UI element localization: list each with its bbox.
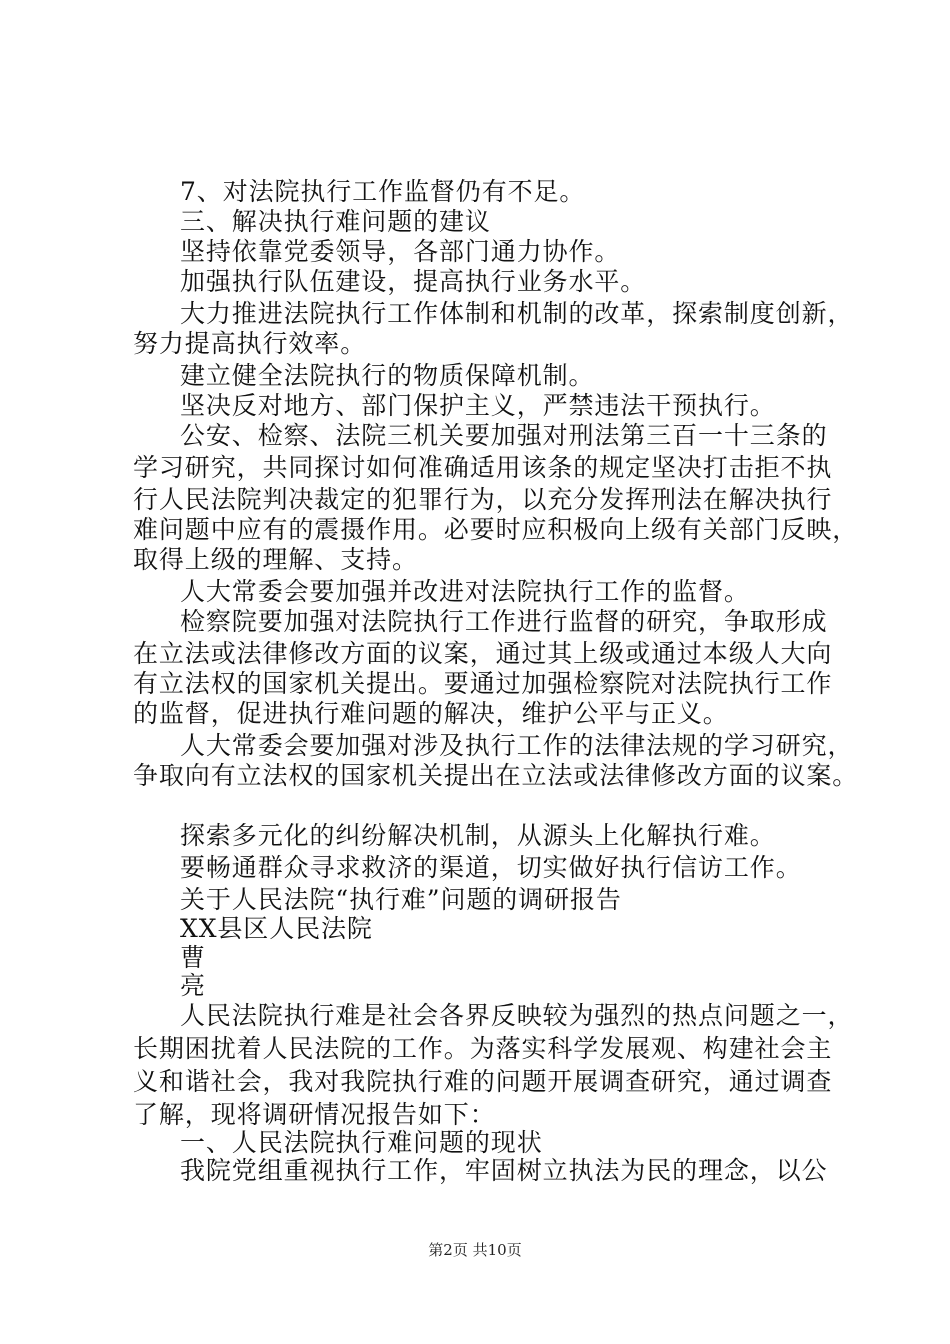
text-line: 建立健全法院执行的物质保障机制。 (180, 361, 595, 390)
text-line: 坚决反对地方、部门保护主义，严禁违法干预执行。 (180, 391, 776, 420)
text-line: 难问题中应有的震摄作用。必要时应积极向上级有关部门反映， (133, 515, 859, 544)
text-line: 有立法权的国家机关提出。要通过加强检察院对法院执行工作 (133, 669, 833, 698)
text-line: 加强执行队伍建设，提高执行业务水平。 (180, 267, 647, 296)
text-line: 人大常委会要加强对涉及执行工作的法律法规的学习研究， (180, 731, 854, 760)
report-author-org: XX县区人民法院 (180, 914, 373, 943)
report-author-name: 曹 (180, 943, 206, 972)
text-line: 的监督，促进执行难问题的解决，维护公平与正义。 (133, 699, 729, 728)
report-author-name: 亮 (180, 971, 206, 1000)
report-title: 关于人民法院“执行难”问题的调研报告 (180, 885, 622, 914)
text-line: 学习研究，共同探讨如何准确适用该条的规定坚决打击拒不执 (133, 453, 833, 482)
section-heading: 一、人民法院执行难问题的现状 (180, 1128, 543, 1157)
text-line: 我院党组重视执行工作，牢固树立执法为民的理念，以公 (180, 1156, 828, 1185)
text-line: 坚持依靠党委领导，各部门通力协作。 (180, 237, 621, 266)
page-number: 第2页 共10页 (428, 1241, 522, 1259)
text-line: 人大常委会要加强并改进对法院执行工作的监督。 (180, 577, 750, 606)
text-line: 取得上级的理解、支持。 (133, 545, 418, 574)
text-line: 努力提高执行效率。 (133, 329, 367, 358)
text-line: 大力推进法院执行工作体制和机制的改革，探索制度创新， (180, 299, 854, 328)
text-line: 检察院要加强对法院执行工作进行监督的研究，争取形成 (180, 607, 828, 636)
text-line: 7、对法院执行工作监督仍有不足。 (180, 177, 586, 206)
text-line: 在立法或法律修改方面的议案，通过其上级或通过本级人大向 (133, 639, 833, 668)
text-line: 长期困扰着人民法院的工作。为落实科学发展观、构建社会主 (133, 1034, 833, 1063)
text-line: 探索多元化的纠纷解决机制，从源头上化解执行难。 (180, 821, 776, 850)
section-heading: 三、解决执行难问题的建议 (180, 207, 491, 236)
text-line: 争取向有立法权的国家机关提出在立法或法律修改方面的议案。 (133, 761, 859, 790)
text-line: 了解，现将调研情况报告如下： (133, 1100, 496, 1129)
text-line: 公安、检察、法院三机关要加强对刑法第三百一十三条的 (180, 421, 828, 450)
text-line: 行人民法院判决裁定的犯罪行为，以充分发挥刑法在解决执行 (133, 485, 833, 514)
text-line: 义和谐社会，我对我院执行难的问题开展调查研究，通过调查 (133, 1067, 833, 1096)
text-line: 人民法院执行难是社会各界反映较为强烈的热点问题之一， (180, 1001, 854, 1030)
text-line: 要畅通群众寻求救济的渠道，切实做好执行信访工作。 (180, 853, 802, 882)
